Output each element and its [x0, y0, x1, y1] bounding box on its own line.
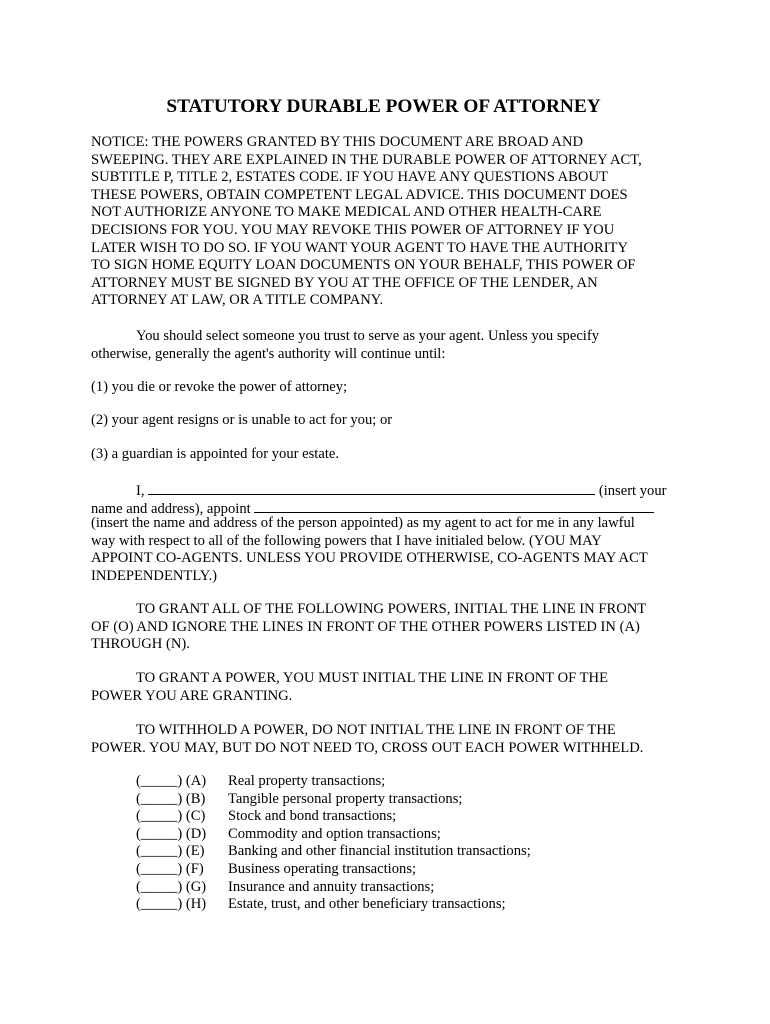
power-label: Banking and other financial institution transactions;	[228, 843, 531, 860]
grant-all-paragraph	[91, 601, 676, 654]
document-title: STATUTORY DURABLE POWER OF ATTORNEY	[166, 96, 601, 117]
principal-name-blank[interactable]	[148, 480, 595, 495]
notice-line: LATER WISH TO DO SO. IF YOU WANT YOUR AGENT TO HAVE THE AUTHORITY	[91, 239, 629, 256]
notice-line: NOT AUTHORIZE ANYONE TO MAKE MEDICAL AND OTHER HEALTH-CARE	[91, 204, 602, 221]
grant-power-line: TO GRANT A POWER, YOU MUST INITIAL THE LINE IN FRONT OF THE	[136, 670, 609, 686]
power-initial-field[interactable]: (_____) (A)	[136, 773, 207, 789]
notice-line: SWEEPING. THEY ARE EXPLAINED IN THE DURABLE POWER OF ATTORNEY ACT,	[91, 151, 642, 168]
appointment-line-1	[91, 480, 676, 498]
withhold-paragraph	[91, 722, 676, 757]
appointment-line: (insert the name and address of the person appointed) as my agent to act for me in any lawful	[91, 515, 635, 532]
appointment-line: way with respect to all of the following powers that I have initialed below. (YOU MAY	[91, 532, 602, 549]
power-label: Estate, trust, and other beneficiary transactions;	[228, 896, 506, 913]
notice-line: NOTICE: THE POWERS GRANTED BY THIS DOCUMENT ARE BROAD AND	[91, 134, 584, 150]
grant-all-line: TO GRANT ALL OF THE FOLLOWING POWERS, INITIAL THE LINE IN FRONT	[136, 601, 647, 617]
condition-text: (3) a guardian is appointed for your estate.	[91, 446, 340, 462]
appointment-prefix: I,	[136, 483, 145, 499]
grant-all-line: THROUGH (N).	[91, 636, 190, 653]
notice-line: ATTORNEY MUST BE SIGNED BY YOU AT THE OFFICE OF THE LENDER, AN	[91, 274, 598, 291]
power-initial-field[interactable]: (_____) (B)	[136, 790, 206, 807]
agent-name-blank[interactable]	[254, 498, 654, 513]
power-initial-field[interactable]: (_____) (D)	[136, 825, 207, 842]
power-label: Insurance and annuity transactions;	[228, 878, 435, 895]
power-initial-field[interactable]: (_____) (H)	[136, 896, 207, 913]
notice-paragraph	[91, 134, 676, 310]
notice-line: DECISIONS FOR YOU. YOU MAY REVOKE THIS POWER OF ATTORNEY IF YOU	[91, 221, 615, 238]
power-label: Tangible personal property transactions;	[228, 790, 463, 807]
grant-power-line: POWER YOU ARE GRANTING.	[91, 687, 293, 704]
power-initial-field[interactable]: (_____) (G)	[136, 878, 207, 895]
power-initial-field[interactable]: (_____) (C)	[136, 808, 206, 825]
withhold-line: TO WITHHOLD A POWER, DO NOT INITIAL THE LINE IN FRONT OF THE	[136, 722, 616, 738]
appointment-suffix: (insert your	[598, 483, 667, 499]
power-label: Commodity and option transactions;	[228, 825, 441, 842]
power-label: Real property transactions;	[228, 773, 386, 789]
power-label: Business operating transactions;	[228, 860, 417, 877]
grant-all-line: OF (O) AND IGNORE THE LINES IN FRONT OF THE OTHER POWERS LISTED IN (A)	[91, 618, 640, 635]
appointment-line-2	[91, 498, 676, 516]
power-label: Stock and bond transactions;	[228, 808, 397, 825]
notice-line: SUBTITLE P, TITLE 2, ESTATES CODE. IF YOU HAVE ANY QUESTIONS ABOUT	[91, 169, 608, 186]
appointment-paragraph	[91, 480, 676, 586]
agent-intro-line: otherwise, generally the agent's authority will continue until:	[91, 345, 446, 362]
condition-2	[91, 412, 676, 430]
condition-3	[91, 446, 676, 464]
condition-1	[91, 379, 676, 397]
agent-intro-paragraph	[91, 328, 676, 363]
condition-text: (2) your agent resigns or is unable to act for you; or	[91, 412, 393, 428]
grant-power-paragraph	[91, 670, 676, 705]
power-initial-field[interactable]: (_____) (E)	[136, 843, 205, 860]
appointment-line: INDEPENDENTLY.)	[91, 567, 217, 584]
withhold-line: POWER. YOU MAY, BUT DO NOT NEED TO, CROSS OUT EACH POWER WITHHELD.	[91, 739, 644, 756]
agent-intro-line: You should select someone you trust to serve as your agent. Unless you specify	[136, 328, 600, 344]
appointment-line-2-prefix: name and address), appoint	[91, 500, 251, 517]
notice-line: TO SIGN HOME EQUITY LOAN DOCUMENTS ON YOUR BEHALF, THIS POWER OF	[91, 257, 636, 274]
notice-line: ATTORNEY AT LAW, OR A TITLE COMPANY.	[91, 292, 384, 309]
power-initial-field[interactable]: (_____) (F)	[136, 860, 204, 877]
notice-line: THESE POWERS, OBTAIN COMPETENT LEGAL ADVICE. THIS DOCUMENT DOES	[91, 186, 628, 203]
appointment-line: APPOINT CO-AGENTS. UNLESS YOU PROVIDE OTHERWISE, CO-AGENTS MAY ACT	[91, 550, 648, 567]
condition-text: (1) you die or revoke the power of attorney;	[91, 379, 348, 395]
